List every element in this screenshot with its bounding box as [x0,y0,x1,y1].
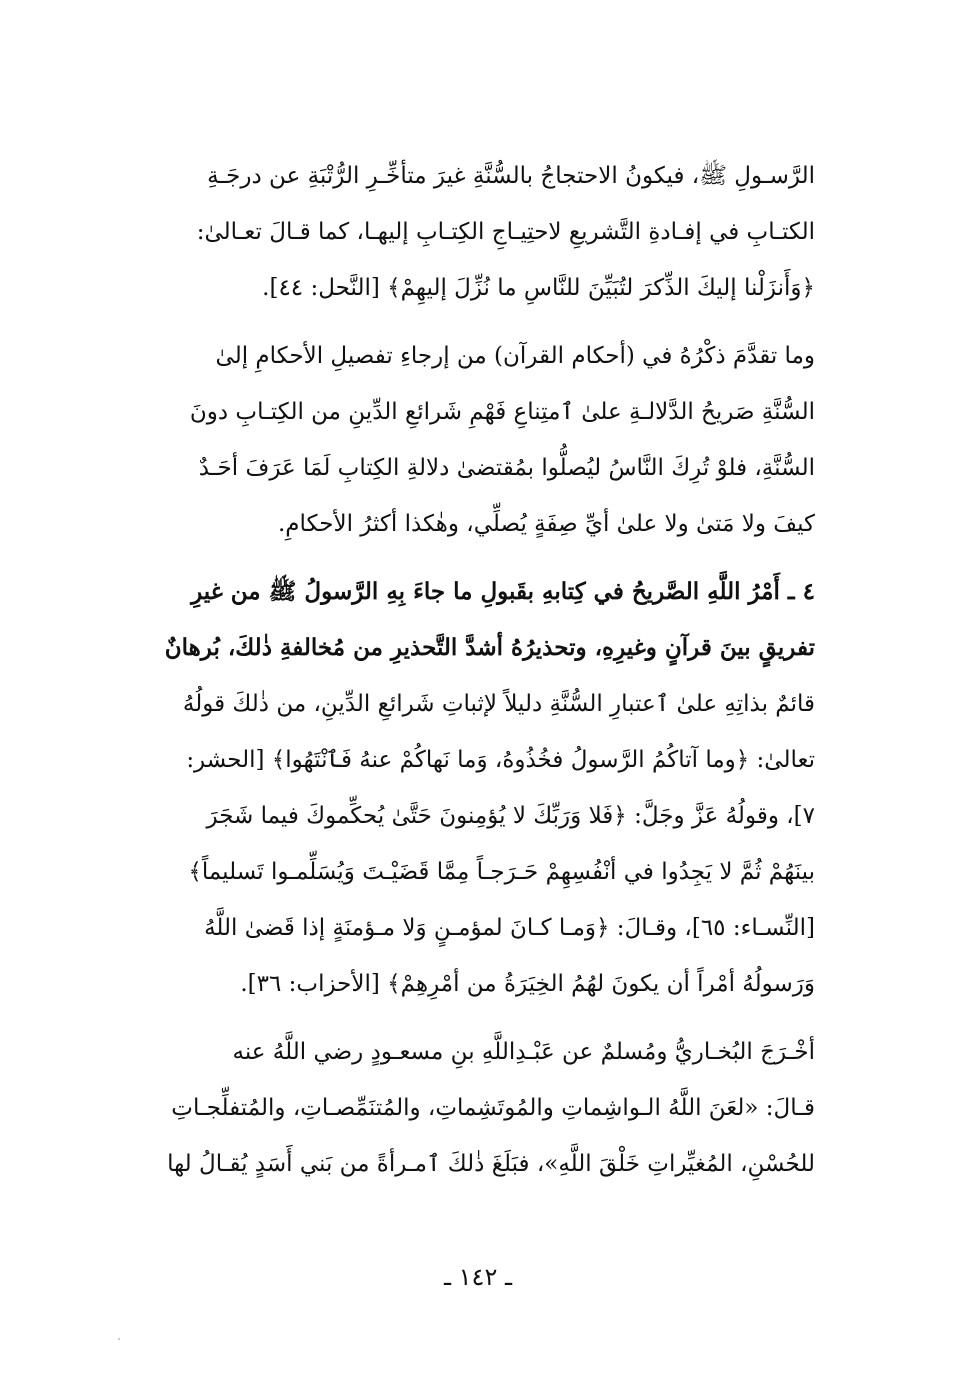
text-line: أخْـرَجَ البُخـاريُّ ومُسلمٌ عن عَبْـدِاللَّهِ بنِ مسعـودٍ رضي اللَّهُ عنه [232,1039,815,1065]
text-line: تعالىٰ: ﴿وما آتاكُمُ الرَّسولُ فخُذُوهُ، وَما نَهاكُمْ عنهُ فَٱنْتَهُوا﴾ [الحشر: [186,747,815,773]
text-line: السُّنَّةِ، فلوْ تُرِكَ النَّاسُ ليُصلُّوا بمُقتضىٰ دلالةِ الكِتابِ لَمَا عَرَفَ أحَـدٌ [198,455,815,481]
text-line: وما تقدَّمَ ذكْرُهُ في (أحكام القرآن) من إرجاءِ تفصيلِ الأحكامِ إلىٰ [215,343,815,369]
text-line: ٧]، وقولُهُ عَزَّ وجَلَّ: ﴿فَلا وَرَبِّكَ لا يُؤمِنونَ حَتَّىٰ يُحكِّموكَ فيما شَجَرَ [206,803,815,829]
text-line: قائمٌ بذاتِهِ علىٰ ٱعتبارِ السُّنَّةِ دليلاً لإثباتِ شَرائعِ الدِّينِ، من ذٰلكَ قولُهُ [182,691,815,717]
paragraph-4 [150,1024,815,1192]
text-line: بينَهُمْ ثُمَّ لا يَجِدُوا في أنْفُسِهِمْ حَـرَجـاً مِمَّا قَضَيْـتَ وَيُسَلِّمـوا تَسليماً﴾ [188,859,815,885]
paragraph-1 [150,148,815,316]
text-line: الكتـابِ في إفـادةِ التَّشريعِ لاحتِيـاجِ الكِتـابِ إليهـا، كما قـالَ تعـالىٰ: [196,219,815,245]
paragraph-2 [150,328,815,552]
paragraph-spacer [150,1012,815,1024]
text-line: ﴿وَأَنزَلْنا إليكَ الذِّكرَ لتُبَيِّنَ للنَّاسِ ما نُزِّلَ إليهِمْ﴾ [النَّحل: ٤٤]. [262,275,815,301]
paragraph-spacer [150,316,815,328]
page-number: ـ ١٤٢ ـ [443,1263,512,1291]
text-line: السُّنَّةِ صَريحُ الدَّلالـةِ علىٰ ٱمتِناعِ فَهْمِ شَرائعِ الدِّينِ من الكِتـابِ دونَ [189,399,815,425]
text-line: قـالَ: «لعَنَ اللَّهُ الـواشِماتِ والمُوتَشِماتِ، والمُتنَمِّصـاتِ، والمُتفلِّجـاتِ [171,1095,815,1121]
section-heading-line: تفريقٍ بينَ قرآنٍ وغيرِهِ، وتحذيرُهُ أشدَّ التَّحذيرِ من مُخالفةِ ذٰلكَ، بُرهانٌ [164,634,815,661]
text-line: كيفَ ولا مَتىٰ ولا علىٰ أيِّ صِفَةٍ يُصلِّي، وهٰكذا أكثرُ الأحكامِ. [278,511,815,537]
section-heading-line: ٤ ـ أَمْرُ اللَّهِ الصَّريحُ في كِتابهِ بقَبولِ ما جاءَ بِهِ الرَّسولُ ﷺ من غيرِ [191,578,815,605]
text-line: الرَّسـولِ ﷺ، فيكونُ الاحتجاجُ بالسُّنَّةِ غيرَ متأخِّـرِ الرُّتْبَةِ عن درجَـةِ [207,163,815,189]
text-line: وَرَسولُهُ أمْراً أن يكونَ لهُمُ الخِيَرَةُ من أمْرِهِمْ﴾ [الأحزاب: ٣٦]. [240,971,815,997]
scan-speck [118,1338,120,1340]
paragraph-spacer [150,552,815,564]
paragraph-3 [150,564,815,1012]
text-line: للحُسْنِ، المُغيِّراتِ خَلْقَ اللَّهِ»، فبَلَغَ ذٰلكَ ٱمـرأةً من بَني أَسَدٍ يُقـالُ لها [167,1151,815,1177]
text-line: [النِّسـاء: ٦٥]، وقـالَ: ﴿وَمـا كـانَ لمؤمـنٍ وَلا مـؤمنَةٍ إذا قَضىٰ اللَّهُ [204,915,815,941]
page-body-text [150,148,815,1192]
